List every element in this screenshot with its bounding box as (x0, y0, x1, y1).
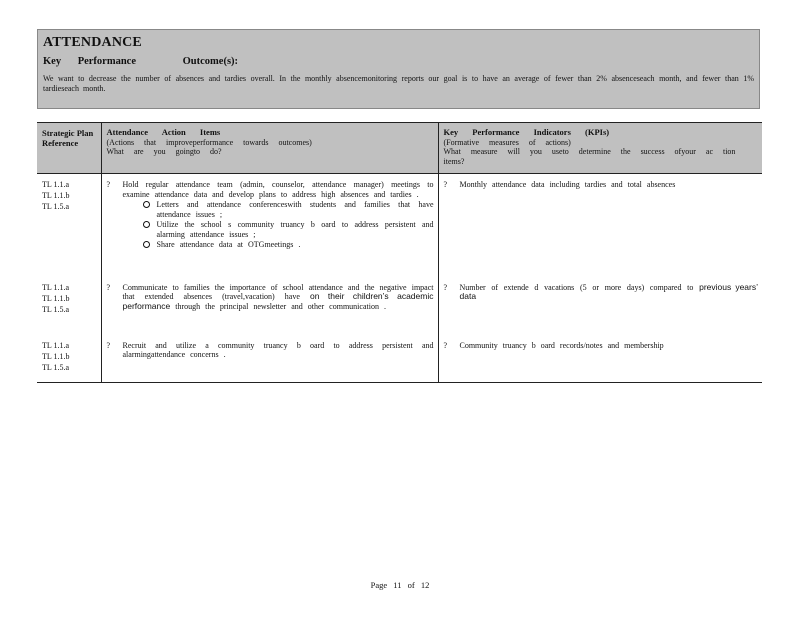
kpi-cell (438, 277, 762, 335)
ref-item: TL 1.5.a (42, 362, 70, 372)
ref-item: TL 1.1.a (42, 180, 70, 189)
header-action (101, 123, 438, 174)
header-kpi-title: Key Performance Indicators (KPIs) (443, 127, 610, 137)
kpo-label: Key Performance (43, 56, 137, 67)
outcome-label: Outcome(s): (182, 56, 239, 67)
sub-list (143, 200, 434, 250)
ref-item: TL 1.5.a (42, 202, 70, 211)
header-kpi-sub1: (Formative measures of actions) (443, 137, 571, 147)
circle-bullet-icon (143, 201, 150, 208)
table-row (37, 174, 762, 277)
ref-item: TL 1.1.b (42, 351, 70, 361)
action-cell (101, 174, 438, 277)
kpi-text: Community truancy b oard records/notes and membership (459, 340, 664, 350)
ref-cell (37, 174, 101, 277)
action-plan-table (37, 122, 762, 383)
ref-item: TL 1.1.a (42, 282, 70, 292)
kpi-text: Number of extende d vacations (5 or more days) compared to previous years’ data (459, 281, 758, 301)
bullet-glyph: ? (106, 180, 111, 189)
kpi-cell (438, 174, 762, 277)
circle-bullet-icon (143, 241, 150, 248)
action-cell (101, 335, 438, 383)
header-ref-label: Strategic Plan Reference (42, 128, 94, 148)
action-cell (101, 277, 438, 335)
header-ref (37, 123, 101, 174)
bullet-glyph: ? (106, 340, 111, 350)
goal-text: We want to decrease the number of absences and tardies overall. In the monthly absencemonitoring reports our goal is to have an average of fewer than 2% absenceseach month, and fewer than 1% tardieseach month. (43, 74, 754, 93)
sub-list-item: Letters and attendance conferenceswith students and families that have attendance issues ; (143, 200, 434, 219)
header-action-sub1: (Actions that improveperformance towards outcomes) (106, 137, 312, 147)
header-action-title: Attendance Action Items (106, 127, 221, 137)
header-kpi-sub2: What measure will you useto determine the success ofyour ac tion items? (443, 147, 736, 166)
sub-list-item: Share attendance data at OTGmeetings . (143, 240, 434, 250)
table-row (37, 335, 762, 383)
ref-item: TL 1.1.b (42, 293, 70, 303)
ref-item: TL 1.5.a (42, 304, 70, 314)
action-text: Communicate to families the importance of school attendance and the negative impact that extended absences (travel,vacation) have on their children’s academic performance through the principal newsletter and other communication . (122, 282, 434, 311)
ref-cell (37, 335, 101, 383)
ref-item: TL 1.1.b (42, 191, 70, 200)
circle-bullet-icon (143, 221, 150, 228)
section-header (37, 29, 760, 109)
bullet-glyph: ? (106, 282, 111, 292)
bullet-glyph: ? (443, 340, 448, 350)
kpo-heading (43, 56, 754, 67)
bullet-glyph: ? (443, 180, 448, 189)
kpi-text: Monthly attendance data including tardies and total absences (459, 180, 676, 189)
action-bullet (107, 180, 434, 251)
kpi-cell (438, 335, 762, 383)
action-text: Recruit and utilize a community truancy b oard to address persistent and alarmingattendance concerns . (122, 340, 434, 359)
header-action-sub2: What are you goingto do? (106, 147, 222, 156)
ref-item: TL 1.1.a (42, 340, 70, 350)
bullet-glyph: ? (443, 282, 448, 292)
table-row (37, 277, 762, 335)
ref-cell (37, 277, 101, 335)
table-header-row (37, 123, 762, 174)
section-title: ATTENDANCE (43, 35, 142, 50)
header-kpi (438, 123, 762, 174)
action-text: Hold regular attendance team (admin, counselor, attendance manager) meetings to examine attendance data and develop plans to address high absences and tardies . Letters and attendance conferenceswith students and families that have attendance issues ; Utilize the school s community truancy b oard to address persistent and alarming attendance issues ; Share attendance data at OTGmeetings . (122, 180, 434, 249)
sub-list-item: Utilize the school s community truancy b oard to address persistent and alarming attendance issues ; (143, 220, 434, 239)
page-number: Page 11 of 12 (370, 580, 430, 590)
